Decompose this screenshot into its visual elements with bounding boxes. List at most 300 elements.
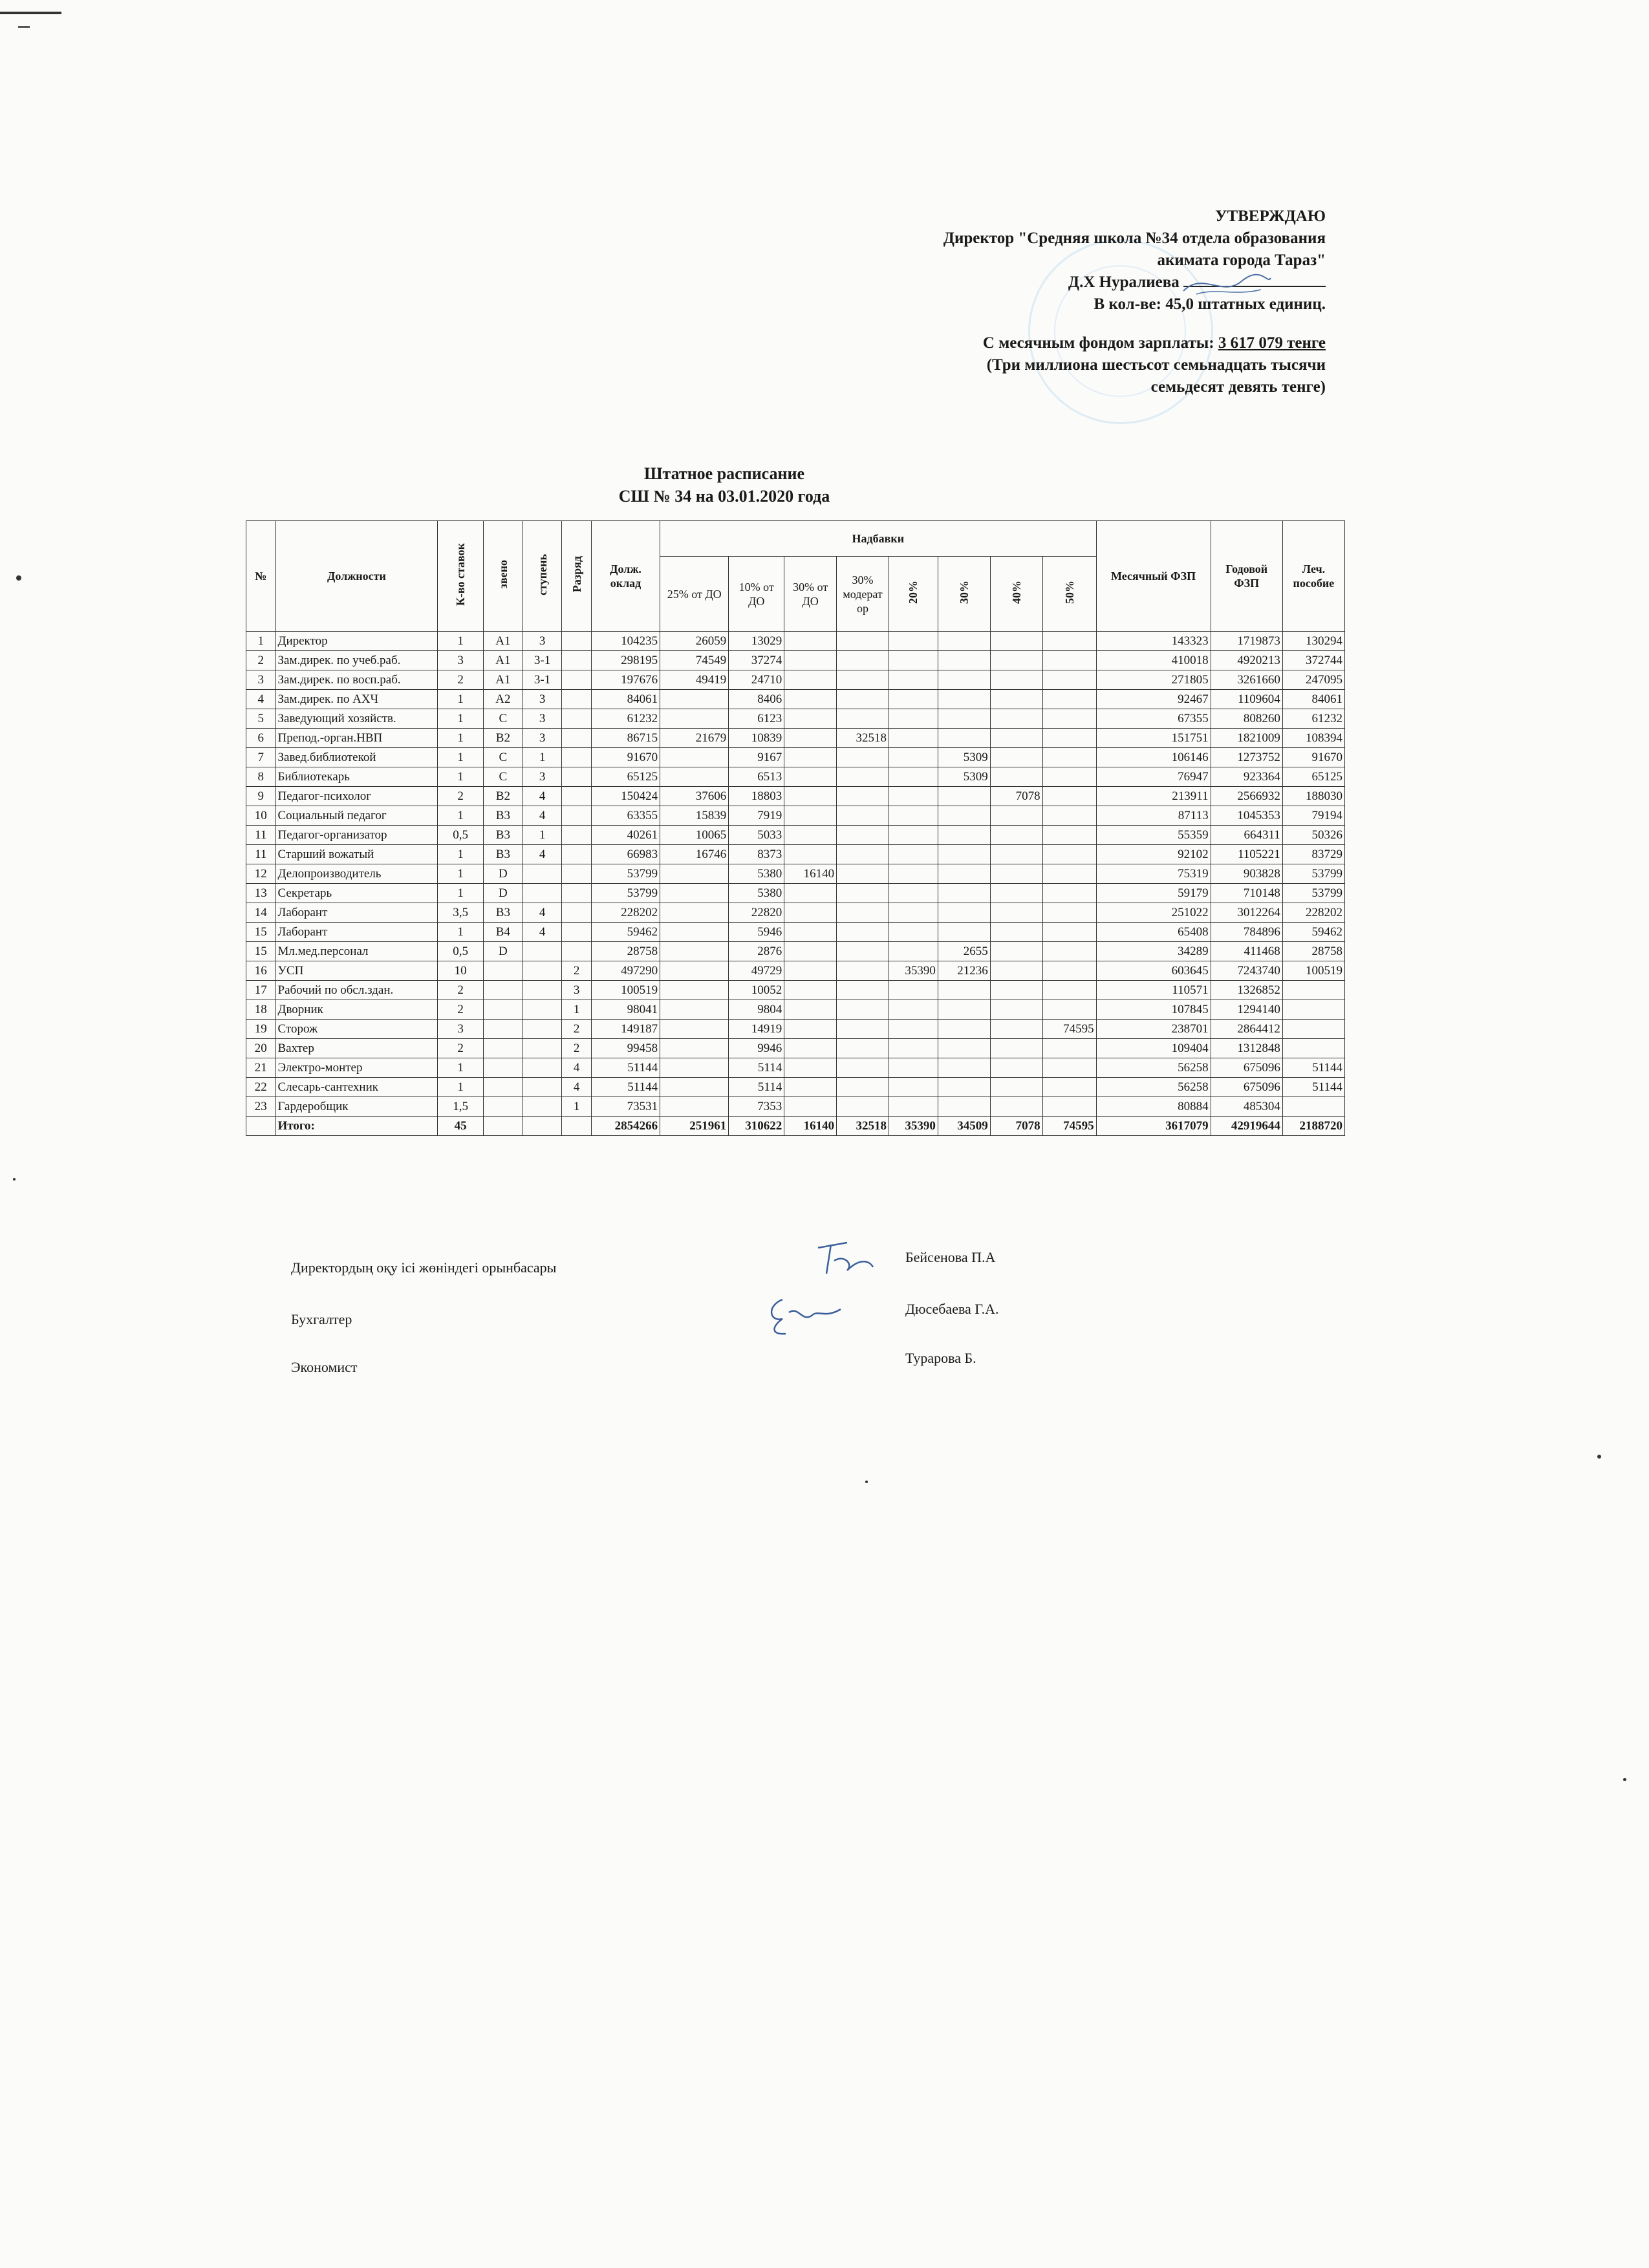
- table-cell: 8373: [729, 845, 784, 864]
- table-cell: 271805: [1096, 670, 1211, 690]
- table-cell: [938, 1039, 990, 1058]
- table-cell: [660, 709, 729, 729]
- table-cell: [889, 632, 938, 651]
- table-cell: 1273752: [1211, 748, 1282, 767]
- table-cell: С: [484, 709, 523, 729]
- table-cell: [990, 942, 1042, 961]
- table-cell: [1042, 884, 1096, 903]
- table-cell: [484, 981, 523, 1000]
- table-cell: [837, 1097, 889, 1117]
- table-cell: [523, 942, 562, 961]
- table-cell: Делопроизводитель: [275, 864, 438, 884]
- table-cell: [889, 845, 938, 864]
- table-cell: [1282, 1000, 1344, 1020]
- table-cell: 1: [438, 1058, 484, 1078]
- table-cell: 5946: [729, 923, 784, 942]
- table-cell: 35390: [889, 1117, 938, 1136]
- table-cell: 28758: [1282, 942, 1344, 961]
- header-a4: 30% модерат ор: [837, 557, 889, 632]
- table-cell: [990, 1058, 1042, 1078]
- table-cell: 3: [523, 709, 562, 729]
- table-row: [246, 1058, 1345, 1078]
- table-cell: 76947: [1096, 767, 1211, 787]
- table-cell: 108394: [1282, 729, 1344, 748]
- table-cell: [837, 845, 889, 864]
- approval-heading: УТВЕРЖДАЮ: [1215, 208, 1326, 225]
- table-cell: 3: [246, 670, 276, 690]
- table-cell: 2655: [938, 942, 990, 961]
- table-cell: 197676: [591, 670, 660, 690]
- table-cell: 92102: [1096, 845, 1211, 864]
- table-row: [246, 845, 1345, 864]
- table-cell: [784, 806, 837, 826]
- table-cell: [837, 806, 889, 826]
- table-cell: 9167: [729, 748, 784, 767]
- table-cell: [484, 1039, 523, 1058]
- table-cell: 75319: [1096, 864, 1211, 884]
- table-cell: 59179: [1096, 884, 1211, 903]
- scan-speck: [1597, 1455, 1601, 1459]
- table-cell: 2876: [729, 942, 784, 961]
- table-cell: 53799: [591, 884, 660, 903]
- table-cell: Препод.-орган.НВП: [275, 729, 438, 748]
- table-cell: 100519: [1282, 961, 1344, 981]
- table-cell: Сторож: [275, 1020, 438, 1039]
- table-cell: 14919: [729, 1020, 784, 1039]
- table-cell: [1282, 1020, 1344, 1039]
- table-cell: [660, 903, 729, 923]
- table-cell: Зам.дирек. по АХЧ: [275, 690, 438, 709]
- table-cell: 22: [246, 1078, 276, 1097]
- table-cell: [938, 670, 990, 690]
- table-row: [246, 767, 1345, 787]
- table-cell: 86715: [591, 729, 660, 748]
- table-cell: Старший вожатый: [275, 845, 438, 864]
- table-cell: 1: [438, 690, 484, 709]
- table-cell: 784896: [1211, 923, 1282, 942]
- table-cell: Педагог-организатор: [275, 826, 438, 845]
- table-row: [246, 923, 1345, 942]
- table-cell: [938, 709, 990, 729]
- table-cell: [246, 1117, 276, 1136]
- table-cell: [1282, 981, 1344, 1000]
- sig-name-3: Турарова Б.: [905, 1350, 976, 1366]
- approval-signer: Д.Х Нуралиева: [1068, 273, 1183, 291]
- header-a6: 30%: [938, 557, 990, 632]
- table-cell: 2: [438, 981, 484, 1000]
- table-row: [246, 1078, 1345, 1097]
- table-cell: [889, 709, 938, 729]
- table-cell: 2: [562, 1039, 592, 1058]
- table-cell: 5: [246, 709, 276, 729]
- table-cell: 74549: [660, 651, 729, 670]
- table-cell: [837, 961, 889, 981]
- table-cell: 3: [438, 1020, 484, 1039]
- table-cell: [1282, 1039, 1344, 1058]
- table-cell: [1042, 1097, 1096, 1117]
- header-grade: Разряд: [562, 521, 592, 632]
- table-cell: [889, 1058, 938, 1078]
- table-cell: Мл.мед.персонал: [275, 942, 438, 961]
- table-cell: 74595: [1042, 1020, 1096, 1039]
- table-cell: [484, 1020, 523, 1039]
- table-cell: [990, 826, 1042, 845]
- table-cell: 26059: [660, 632, 729, 651]
- table-cell: 7243740: [1211, 961, 1282, 981]
- table-cell: 6: [246, 729, 276, 748]
- table-row: [246, 748, 1345, 767]
- table-cell: 53799: [591, 864, 660, 884]
- header-link: звено: [484, 521, 523, 632]
- sig-role-1: Директордың оқу ісі жөніндегі орынбасары: [291, 1259, 557, 1276]
- table-cell: Вахтер: [275, 1039, 438, 1058]
- table-cell: 1: [438, 845, 484, 864]
- table-cell: [523, 864, 562, 884]
- approval-line2: акимата города Тараз": [1157, 251, 1326, 269]
- table-cell: [523, 1058, 562, 1078]
- table-cell: [938, 903, 990, 923]
- table-cell: 32518: [837, 1117, 889, 1136]
- table-cell: 2566932: [1211, 787, 1282, 806]
- table-cell: Зам.дирек. по восп.раб.: [275, 670, 438, 690]
- table-cell: 22820: [729, 903, 784, 923]
- table-cell: [562, 787, 592, 806]
- sig-name-2: Дюсебаева Г.А.: [905, 1301, 999, 1317]
- table-cell: 11: [246, 845, 276, 864]
- table-cell: [938, 690, 990, 709]
- table-cell: D: [484, 942, 523, 961]
- table-cell: 7: [246, 748, 276, 767]
- table-cell: [784, 709, 837, 729]
- table-cell: [990, 1020, 1042, 1039]
- table-cell: 3: [523, 632, 562, 651]
- table-cell: 251961: [660, 1117, 729, 1136]
- table-cell: 16140: [784, 1117, 837, 1136]
- table-cell: Социальный педагог: [275, 806, 438, 826]
- table-cell: [938, 845, 990, 864]
- table-cell: [784, 923, 837, 942]
- table-cell: 67355: [1096, 709, 1211, 729]
- table-cell: [784, 651, 837, 670]
- table-cell: 98041: [591, 1000, 660, 1020]
- table-cell: 149187: [591, 1020, 660, 1039]
- table-cell: [990, 806, 1042, 826]
- fund-prefix: С месячным фондом зарплаты:: [982, 334, 1218, 352]
- table-row: [246, 1097, 1345, 1117]
- table-cell: 5380: [729, 884, 784, 903]
- table-cell: [562, 864, 592, 884]
- table-cell: [837, 903, 889, 923]
- table-cell: [660, 1020, 729, 1039]
- table-cell: [1042, 942, 1096, 961]
- header-a3: 30% от ДО: [784, 557, 837, 632]
- table-cell: 9: [246, 787, 276, 806]
- table-cell: [837, 748, 889, 767]
- fund-words1: (Три миллиона шестьсот семьнадцать тысячи: [986, 356, 1326, 374]
- table-cell: 1326852: [1211, 981, 1282, 1000]
- table-cell: 61232: [591, 709, 660, 729]
- staff-table: [246, 520, 1345, 1136]
- table-row: [246, 826, 1345, 845]
- table-cell: [660, 1058, 729, 1078]
- table-cell: [938, 826, 990, 845]
- table-cell: [1042, 690, 1096, 709]
- table-row: [246, 1000, 1345, 1020]
- table-cell: 1821009: [1211, 729, 1282, 748]
- table-row: [246, 670, 1345, 690]
- table-cell: [837, 1058, 889, 1078]
- table-cell: [562, 767, 592, 787]
- table-cell: [938, 1000, 990, 1020]
- table-cell: 24710: [729, 670, 784, 690]
- table-cell: [1042, 709, 1096, 729]
- table-cell: [889, 806, 938, 826]
- table-cell: 2: [246, 651, 276, 670]
- table-cell: 53799: [1282, 884, 1344, 903]
- header-allowances: Надбавки: [660, 521, 1097, 557]
- table-cell: 3-1: [523, 670, 562, 690]
- table-cell: 5380: [729, 864, 784, 884]
- table-cell: 17: [246, 981, 276, 1000]
- table-cell: [660, 884, 729, 903]
- table-cell: 4920213: [1211, 651, 1282, 670]
- table-cell: [938, 923, 990, 942]
- table-cell: 1: [438, 864, 484, 884]
- table-cell: [1042, 806, 1096, 826]
- table-cell: 2: [438, 670, 484, 690]
- table-cell: [889, 826, 938, 845]
- table-cell: [660, 1000, 729, 1020]
- table-cell: [938, 729, 990, 748]
- table-cell: [1042, 767, 1096, 787]
- table-cell: [562, 826, 592, 845]
- table-cell: В3: [484, 826, 523, 845]
- table-body: [246, 632, 1345, 1136]
- table-cell: [1042, 1000, 1096, 1020]
- table-cell: 20: [246, 1039, 276, 1058]
- table-cell: 485304: [1211, 1097, 1282, 1117]
- table-cell: 59462: [1282, 923, 1344, 942]
- table-cell: [523, 1000, 562, 1020]
- table-cell: 251022: [1096, 903, 1211, 923]
- table-cell: [784, 1058, 837, 1078]
- table-cell: [660, 981, 729, 1000]
- table-cell: 3617079: [1096, 1117, 1211, 1136]
- table-cell: Завед.библиотекой: [275, 748, 438, 767]
- table-cell: 91670: [1282, 748, 1344, 767]
- table-cell: 1109604: [1211, 690, 1282, 709]
- table-cell: 53799: [1282, 864, 1344, 884]
- table-cell: [523, 1020, 562, 1039]
- table-cell: 3: [562, 981, 592, 1000]
- table-row: [246, 1039, 1345, 1058]
- table-cell: С: [484, 748, 523, 767]
- table-cell: [990, 1039, 1042, 1058]
- director-signature: [1177, 265, 1274, 304]
- table-cell: 23: [246, 1097, 276, 1117]
- table-cell: [562, 923, 592, 942]
- fund-line: [943, 332, 1326, 354]
- table-cell: Итого:: [275, 1117, 438, 1136]
- table-cell: [660, 942, 729, 961]
- table-cell: 50326: [1282, 826, 1344, 845]
- sig-role-3: Экономист: [291, 1359, 358, 1375]
- table-cell: 228202: [1282, 903, 1344, 923]
- table-cell: 10: [246, 806, 276, 826]
- table-cell: 310622: [729, 1117, 784, 1136]
- table-row: [246, 787, 1345, 806]
- table-cell: 1719873: [1211, 632, 1282, 651]
- table-cell: [1042, 1078, 1096, 1097]
- table-cell: 84061: [591, 690, 660, 709]
- table-cell: В4: [484, 923, 523, 942]
- table-cell: 0,5: [438, 826, 484, 845]
- document-title: [0, 462, 1449, 508]
- table-cell: 923364: [1211, 767, 1282, 787]
- table-cell: 1: [438, 709, 484, 729]
- table-cell: Слесарь-сантехник: [275, 1078, 438, 1097]
- fund-value: 3 617 079 тенге: [1218, 334, 1326, 352]
- table-cell: Заведующий хозяйств.: [275, 709, 438, 729]
- table-cell: [523, 1039, 562, 1058]
- table-cell: 49419: [660, 670, 729, 690]
- table-cell: 74595: [1042, 1117, 1096, 1136]
- table-cell: [1042, 787, 1096, 806]
- table-cell: 65408: [1096, 923, 1211, 942]
- table-cell: 2188720: [1282, 1117, 1344, 1136]
- table-cell: [889, 942, 938, 961]
- table-cell: [660, 748, 729, 767]
- table-cell: 1: [562, 1000, 592, 1020]
- table-cell: 73531: [591, 1097, 660, 1117]
- table-cell: [784, 690, 837, 709]
- table-cell: [660, 1078, 729, 1097]
- table-cell: 49729: [729, 961, 784, 981]
- table-cell: [784, 748, 837, 767]
- table-cell: 37606: [660, 787, 729, 806]
- table-cell: 11: [246, 826, 276, 845]
- table-cell: 2: [438, 1039, 484, 1058]
- table-cell: [484, 1117, 523, 1136]
- table-cell: [837, 670, 889, 690]
- signature-1: [808, 1235, 879, 1280]
- table-cell: 10: [438, 961, 484, 981]
- table-cell: [889, 748, 938, 767]
- table-cell: [990, 1000, 1042, 1020]
- table-cell: [889, 651, 938, 670]
- table-cell: 80884: [1096, 1097, 1211, 1117]
- sig-name-1: Бейсенова П.А: [905, 1249, 996, 1265]
- table-cell: [889, 1097, 938, 1117]
- sig-role-2: Бухгалтер: [291, 1311, 352, 1327]
- table-cell: 1: [246, 632, 276, 651]
- table-cell: [562, 806, 592, 826]
- table-row: [246, 651, 1345, 670]
- table-cell: 130294: [1282, 632, 1344, 651]
- table-cell: [784, 903, 837, 923]
- table-cell: Лаборант: [275, 923, 438, 942]
- table-cell: 1045353: [1211, 806, 1282, 826]
- table-cell: D: [484, 884, 523, 903]
- table-cell: [990, 961, 1042, 981]
- table-cell: [990, 670, 1042, 690]
- table-cell: [938, 864, 990, 884]
- table-cell: 4: [523, 923, 562, 942]
- table-cell: [889, 1078, 938, 1097]
- table-cell: [1042, 670, 1096, 690]
- table-cell: [1042, 826, 1096, 845]
- table-cell: [784, 1020, 837, 1039]
- table-cell: [1042, 845, 1096, 864]
- table-cell: [938, 1058, 990, 1078]
- table-cell: [784, 961, 837, 981]
- table-cell: [784, 1039, 837, 1058]
- table-cell: [784, 632, 837, 651]
- table-cell: [562, 748, 592, 767]
- table-cell: 34289: [1096, 942, 1211, 961]
- table-cell: 151751: [1096, 729, 1211, 748]
- table-cell: В3: [484, 903, 523, 923]
- table-cell: [784, 787, 837, 806]
- table-cell: [660, 767, 729, 787]
- table-cell: 4: [523, 845, 562, 864]
- table-cell: 66983: [591, 845, 660, 864]
- table-cell: 3: [523, 729, 562, 748]
- table-cell: 40261: [591, 826, 660, 845]
- table-cell: Педагог-психолог: [275, 787, 438, 806]
- table-cell: 51144: [591, 1078, 660, 1097]
- table-cell: 1: [523, 826, 562, 845]
- table-cell: 92467: [1096, 690, 1211, 709]
- table-cell: [784, 826, 837, 845]
- table-cell: 21236: [938, 961, 990, 981]
- table-cell: [523, 884, 562, 903]
- table-cell: [938, 1020, 990, 1039]
- header-num: №: [246, 521, 276, 632]
- table-cell: 1: [438, 632, 484, 651]
- table-cell: [938, 651, 990, 670]
- table-cell: 228202: [591, 903, 660, 923]
- table-cell: Директор: [275, 632, 438, 651]
- table-cell: [523, 961, 562, 981]
- table-cell: [562, 1117, 592, 1136]
- table-cell: 32518: [837, 729, 889, 748]
- header-monthly: Месячный ФЗП: [1096, 521, 1211, 632]
- table-cell: 4: [523, 903, 562, 923]
- table-cell: 35390: [889, 961, 938, 981]
- table-cell: [990, 864, 1042, 884]
- table-row: [246, 903, 1345, 923]
- header-a1: 25% от ДО: [660, 557, 729, 632]
- table-cell: 15839: [660, 806, 729, 826]
- table-row: [246, 729, 1345, 748]
- table-cell: 8406: [729, 690, 784, 709]
- table-cell: 21: [246, 1058, 276, 1078]
- table-cell: [837, 1039, 889, 1058]
- table-cell: [837, 1020, 889, 1039]
- scan-speck: [1623, 1778, 1626, 1781]
- table-cell: 1294140: [1211, 1000, 1282, 1020]
- table-cell: 100519: [591, 981, 660, 1000]
- table-row: [246, 806, 1345, 826]
- table-cell: Библиотекарь: [275, 767, 438, 787]
- table-cell: 3: [438, 651, 484, 670]
- table-row: [246, 709, 1345, 729]
- table-cell: 903828: [1211, 864, 1282, 884]
- table-cell: [1042, 1058, 1096, 1078]
- fund-words2: семьдесят девять тенге): [1150, 378, 1326, 396]
- table-cell: 4: [246, 690, 276, 709]
